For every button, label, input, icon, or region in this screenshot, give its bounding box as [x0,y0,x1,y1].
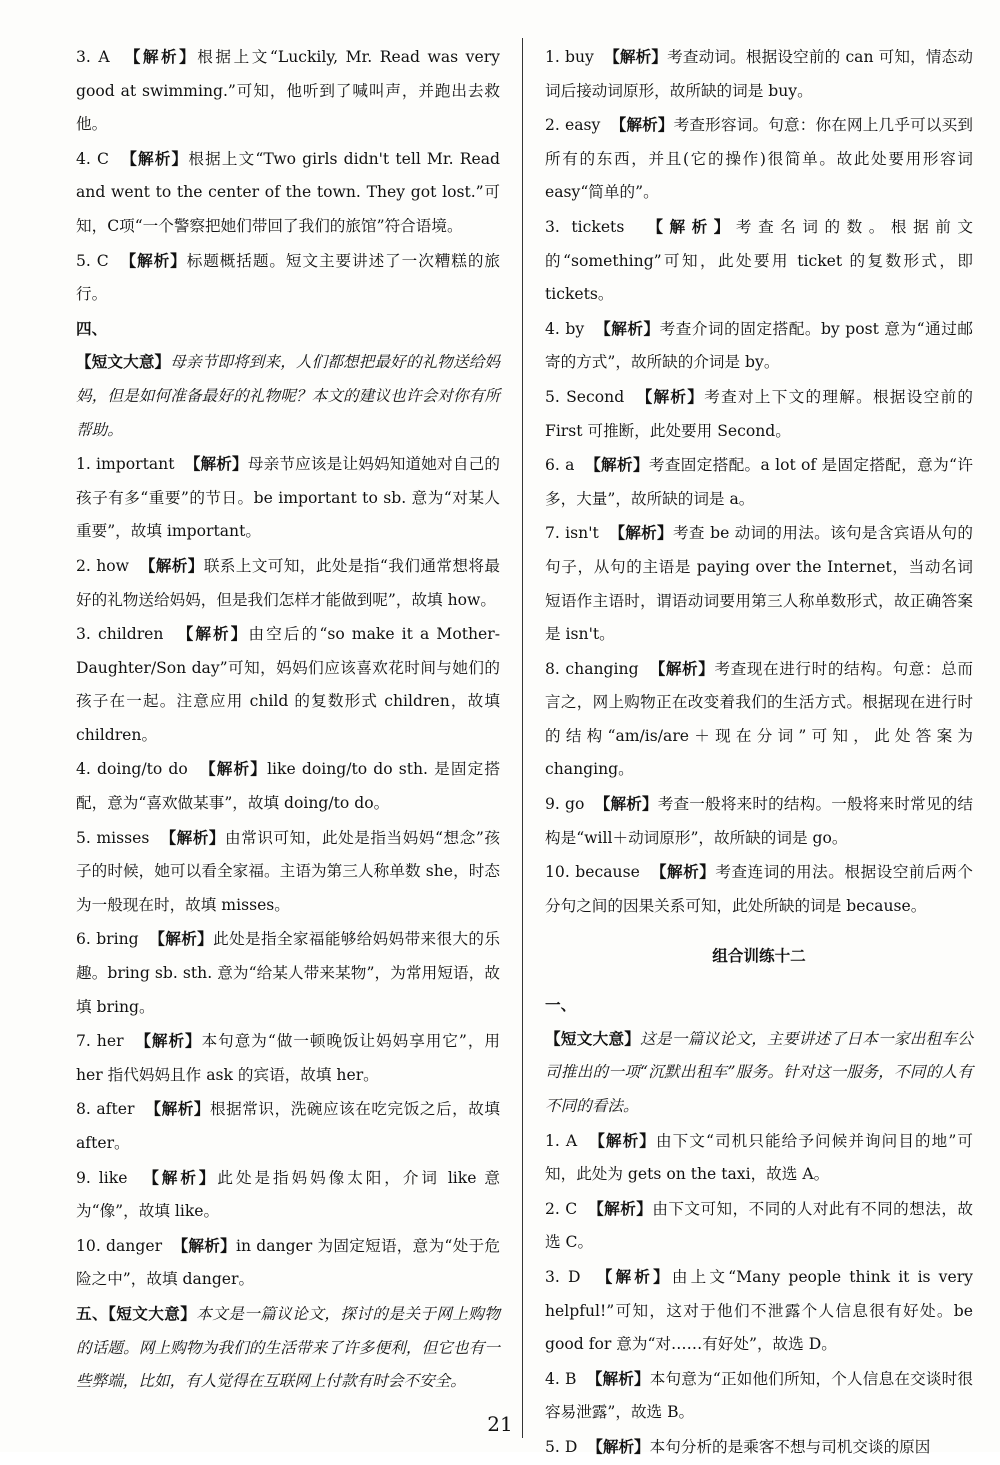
answer-item [545,1192,973,1260]
analysis-tag: 【解析】 [595,318,660,338]
analysis-tag: 【解析】 [596,1266,672,1286]
answer-item [545,855,973,923]
analysis-tag: 【解析】 [588,1198,653,1218]
answer-key: 7. her [76,1032,124,1051]
summary-text: 本文是一篇议论文，探讨的是关于网上购物的话题。网上购物为我们的生活带来了许多便利，但它也有一些弊端，比如，有人觉得在互联网上付款有时会不安全。 [76,1304,500,1391]
answer-key: 9. go [545,795,585,814]
answer-key: 5. C [76,251,109,270]
answer-item [76,617,500,752]
analysis-tag: 【解析】 [184,454,248,474]
answer-key: 10. danger [76,1236,163,1255]
answer-key: 5. Second [545,387,625,406]
section-heading-1: 一、 [545,995,577,1015]
analysis-text: 考查固定搭配。a lot of 是固定搭配，意为“许多，大量”，故所缺的词是 a。 [545,456,973,508]
analysis-tag: 【解析】 [586,1368,650,1388]
answer-key: 4. C [76,149,109,168]
answer-item [76,447,500,549]
analysis-text: 由下文“司机只能给予问候并询问目的地”可知，此处为 gets on the taxi，故选 A。 [545,1131,973,1184]
section-5-summary [76,1297,500,1399]
analysis-tag: 【解析】 [160,827,226,847]
analysis-tag: 【解析】 [604,47,668,66]
analysis-tag: 【解析】 [145,1099,210,1119]
analysis-text: 本句分析的是乘客不想与司机交谈的原因 [649,1437,931,1456]
summary-text: 这是一篇议论文，主要讲述了日本一家出租车公司推出的一项“沉默出租车”服务。针对这一服务，不同的人有不同的看法。 [545,1029,973,1115]
analysis-tag: 【解析】 [587,1436,650,1456]
answer-key: 3. tickets [545,217,625,236]
analysis-text: 考查现在进行时的结构。句意：总而言之，网上购物正在改变着我们的生活方式。根据现在进行时的结构“am/is/are＋现在分词”可知，此处答案为 changing。 [545,659,973,779]
analysis-text: 由下文可知，不同的人对此有不同的想法，故选 C。 [545,1199,973,1252]
section-heading-4: 四、 [76,318,108,338]
answer-key: 9. like [76,1168,128,1187]
analysis-tag: 【解析】 [143,1167,218,1187]
answer-item [545,312,973,380]
analysis-text: 考查形容词。句意：你在网上几乎可以买到所有的东西，并且(它的操作)很简单。故此处要用形容词 easy“简单的”。 [545,116,973,202]
answer-item [545,448,973,516]
answer-key: 4. doing/to do [76,760,188,779]
analysis-text: 标题概括题。短文主要讲述了一次糟糕的旅行。 [76,251,500,304]
analysis-text: 考查一般将来时的结构。一般将来时常见的结构是“will＋动词原形”，故所缺的词是 go。 [545,795,973,847]
analysis-text: 考查连词的用法。根据设空前后两个分句之间的因果关系可知，此处所缺的词是 because。 [545,863,973,915]
answer-item [545,516,973,651]
analysis-tag: 【解析】 [649,658,715,678]
answer-key: 3. A [76,48,110,66]
answer-key: 6. a [545,456,575,475]
analysis-tag: 【解析】 [177,624,249,644]
summary-text: 母亲节即将到来，人们都想把最好的礼物送给妈妈，但是如何准备最好的礼物呢？本文的建议也许会对你有所帮助。 [76,353,500,439]
analysis-tag: 【解析】 [636,386,705,406]
analysis-text: 考查 be 动词的用法。该句是含宾语从句的句子，从句的主语是 paying over the Internet，当动名词短语作主语时，谓语动词要用第三人称单数形式，故正确答案是 isn't。 [545,524,973,644]
answer-key: 3. D [545,1267,581,1286]
answer-item [545,652,973,787]
section-heading-5: 五、 [76,1303,109,1323]
analysis-tag: 【解析】 [121,148,189,168]
analysis-text: 本句意为“做一顿晚饭让妈妈享用它”，用 her 指代妈妈且作 ask 的宾语，故填 her。 [76,1032,500,1084]
answer-key: 2. C [545,1199,578,1218]
answer-key: 1. A [545,1131,578,1150]
answer-item [545,1260,973,1362]
analysis-tag: 【解析】 [589,1130,656,1150]
analysis-text: 考查名词的数。根据前文的“something”可知，此处要用 ticket 的复数形式，即 tickets。 [545,217,973,304]
answer-key: 2. easy [545,116,601,135]
analysis-text: 根据上文“Luckily, Mr. Read was very good at swimming.”可知，他听到了喊叫声，并跑出去救他。 [76,48,500,134]
answer-key: 7. isn't [545,524,599,543]
answer-item [76,1092,500,1160]
answer-key: 4. B [545,1369,577,1388]
answer-key: 8. changing [545,659,639,678]
group-title: 组合训练十二 [712,946,806,966]
analysis-text: 考查对上下文的理解。根据设空前的 First 可推断，此处要用 Second。 [545,387,973,440]
answer-item [76,922,500,1024]
passage-summary [545,1022,973,1124]
answer-item [545,1124,973,1192]
answer-item [76,1229,500,1297]
answer-item [76,821,500,923]
answer-key: 5. D [545,1437,578,1456]
analysis-tag: 【解析】 [135,1031,202,1051]
analysis-tag: 【解析】 [650,862,716,882]
analysis-text: 由上文“Many people think it is very helpful!”可知，这对于他们不泄露个人信息很有好处。be good for 意为“对……有好处”，故选 D。 [545,1267,973,1354]
answer-key: 10. because [545,863,640,882]
analysis-tag: 【解析】 [594,794,658,814]
analysis-text: in danger 为固定短语，意为“处于危险之中”，故填 danger。 [76,1236,500,1289]
column-divider [522,38,523,1438]
answer-key: 5. misses [76,828,150,847]
answer-item [545,108,973,210]
answer-key: 2. how [76,556,130,575]
answer-item [76,244,500,312]
answer-key: 1. buy [545,48,594,66]
analysis-text: 根据上文“Two girls didn't tell Mr. Read and went to the center of the town. They got lost.”可知，C项“一个警察把她们带回了我们的旅馆”符合语境。 [76,149,500,235]
analysis-tag: 【解析】 [139,555,204,575]
analysis-tag: 【解析】 [647,216,736,236]
answer-item [76,40,500,142]
answer-item [545,40,973,108]
analysis-text: 考查动词。根据设空前的 can 可知，情态动词后接动词原形，故所缺的词是 buy。 [545,48,973,100]
analysis-text: 此处是指全家福能够给妈妈带来很大的乐趣。bring sb. sth. 意为“给某人带来某物”，为常用短语，故填 bring。 [76,930,500,1016]
answer-item [76,1024,500,1092]
answer-key: 3. children [76,625,164,644]
analysis-tag: 【解析】 [200,759,268,779]
answer-item [545,787,973,855]
analysis-text: 联系上文可知，此处是指“我们通常想将最好的礼物送给妈妈，但是我们怎样才能做到呢”，故填 how。 [76,556,500,609]
answer-key: 4. by [545,319,585,338]
summary-tag: 【短文大意】 [545,1028,641,1048]
analysis-tag: 【解析】 [585,455,649,475]
analysis-text: 根据常识，洗碗应该在吃完饭之后，故填 after。 [76,1100,500,1152]
analysis-text: 由空后的“so make it a Mother-Daughter/Son day”可知，妈妈们应该喜欢花时间与她们的孩子在一起。注意应用 child 的复数形式 children，故填 children。 [76,625,500,744]
left-column [76,40,500,1399]
answer-item [76,142,500,244]
analysis-text: 本句意为“正如他们所知，个人信息在交谈时很容易泄露”，故选 B。 [545,1369,973,1422]
passage-summary [76,345,500,447]
analysis-tag: 【解析】 [610,115,674,135]
analysis-tag: 【解析】 [120,250,187,270]
right-column [545,40,973,1465]
answer-item [76,1161,500,1229]
page-number: 21 [487,1412,513,1436]
analysis-tag: 【解析】 [149,929,214,949]
analysis-text: like doing/to do sth. 是固定搭配，意为“喜欢做某事”，故填 doing/to do。 [76,760,500,813]
answer-item [76,752,500,820]
analysis-tag: 【解析】 [124,47,198,66]
answer-item [545,210,973,312]
answer-key: 6. bring [76,930,139,949]
answer-key: 8. after [76,1100,135,1119]
analysis-text: 考查介词的固定搭配。by post 意为“通过邮寄的方式”，故所缺的介词是 by。 [545,319,973,372]
analysis-text: 此处是指妈妈像太阳，介词 like 意为“像”，故填 like。 [76,1168,500,1221]
summary-tag: 【短文大意】 [76,352,171,372]
answer-item [545,380,973,448]
answer-key: 1. important [76,455,175,474]
analysis-text: 母亲节应该是让妈妈知道她对自己的孩子有多“重要”的节日。be important to sb. 意为“对某人重要”，故填 important。 [76,455,500,541]
analysis-tag: 【解析】 [172,1235,236,1255]
analysis-tag: 【解析】 [609,523,673,543]
analysis-text: 由常识可知，此处是指当妈妈“想念”孩子的时候，她可以看全家福。主语为第三人称单数 she，时态为一般现在时，故填 misses。 [76,828,500,914]
answer-item [76,549,500,617]
summary-tag: 【短文大意】 [108,1303,197,1323]
